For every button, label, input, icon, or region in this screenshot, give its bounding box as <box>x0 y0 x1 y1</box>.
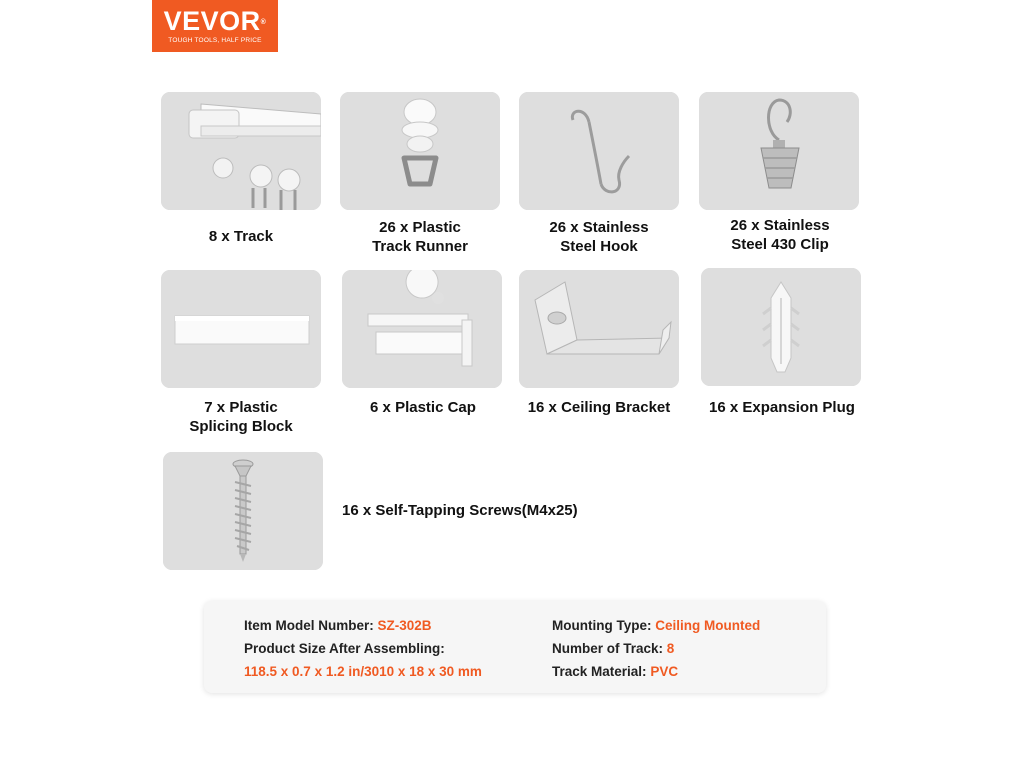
plastic-splicing-block-image <box>161 270 321 388</box>
spec-mounting-type: Mounting Type: Ceiling Mounted <box>552 618 761 633</box>
part-label-self-tapping-screws: 16 x Self-Tapping Screws(M4x25) <box>342 502 578 519</box>
spec-item-model: Item Model Number: SZ-302B <box>244 618 432 633</box>
part-label-plastic-splicing-block: 7 x Plastic Splicing Block <box>189 399 293 435</box>
stainless-steel-hook-image <box>519 92 679 210</box>
stainless-steel-clip-image <box>699 92 859 210</box>
self-tapping-screw-image <box>163 452 323 570</box>
part-label-plastic-track-runner: 26 x Plastic Track Runner <box>372 219 468 255</box>
vevor-logo <box>152 0 278 52</box>
track-image <box>161 92 321 210</box>
spec-track-material: Track Material: PVC <box>552 664 679 679</box>
part-label-stainless-steel-hook: 26 x Stainless Steel Hook <box>549 219 649 255</box>
spec-number-of-track: Number of Track: 8 <box>552 641 675 656</box>
brand-name: VEVOR® <box>163 6 267 36</box>
part-label-ceiling-bracket: 16 x Ceiling Bracket <box>527 399 671 416</box>
plastic-cap-image <box>342 270 502 388</box>
spec-product-size-value: 118.5 x 0.7 x 1.2 in/3010 x 18 x 30 mm <box>244 664 482 679</box>
expansion-plug-image <box>701 268 861 386</box>
specifications-panel <box>204 601 826 693</box>
plastic-track-runner-image <box>340 92 500 210</box>
spec-product-size-label: Product Size After Assembling: <box>244 641 445 656</box>
part-label-stainless-steel-clip: 26 x Stainless Steel 430 Clip <box>730 217 830 253</box>
spec-column-left <box>244 614 482 683</box>
part-label-plastic-cap: 6 x Plastic Cap <box>370 399 476 416</box>
brand-tagline: TOUGH TOOLS, HALF PRICE <box>168 37 262 44</box>
spec-column-right <box>552 614 760 683</box>
ceiling-bracket-image <box>519 270 679 388</box>
part-label-track: 8 x Track <box>208 228 274 245</box>
part-label-expansion-plug: 16 x Expansion Plug <box>709 399 855 416</box>
